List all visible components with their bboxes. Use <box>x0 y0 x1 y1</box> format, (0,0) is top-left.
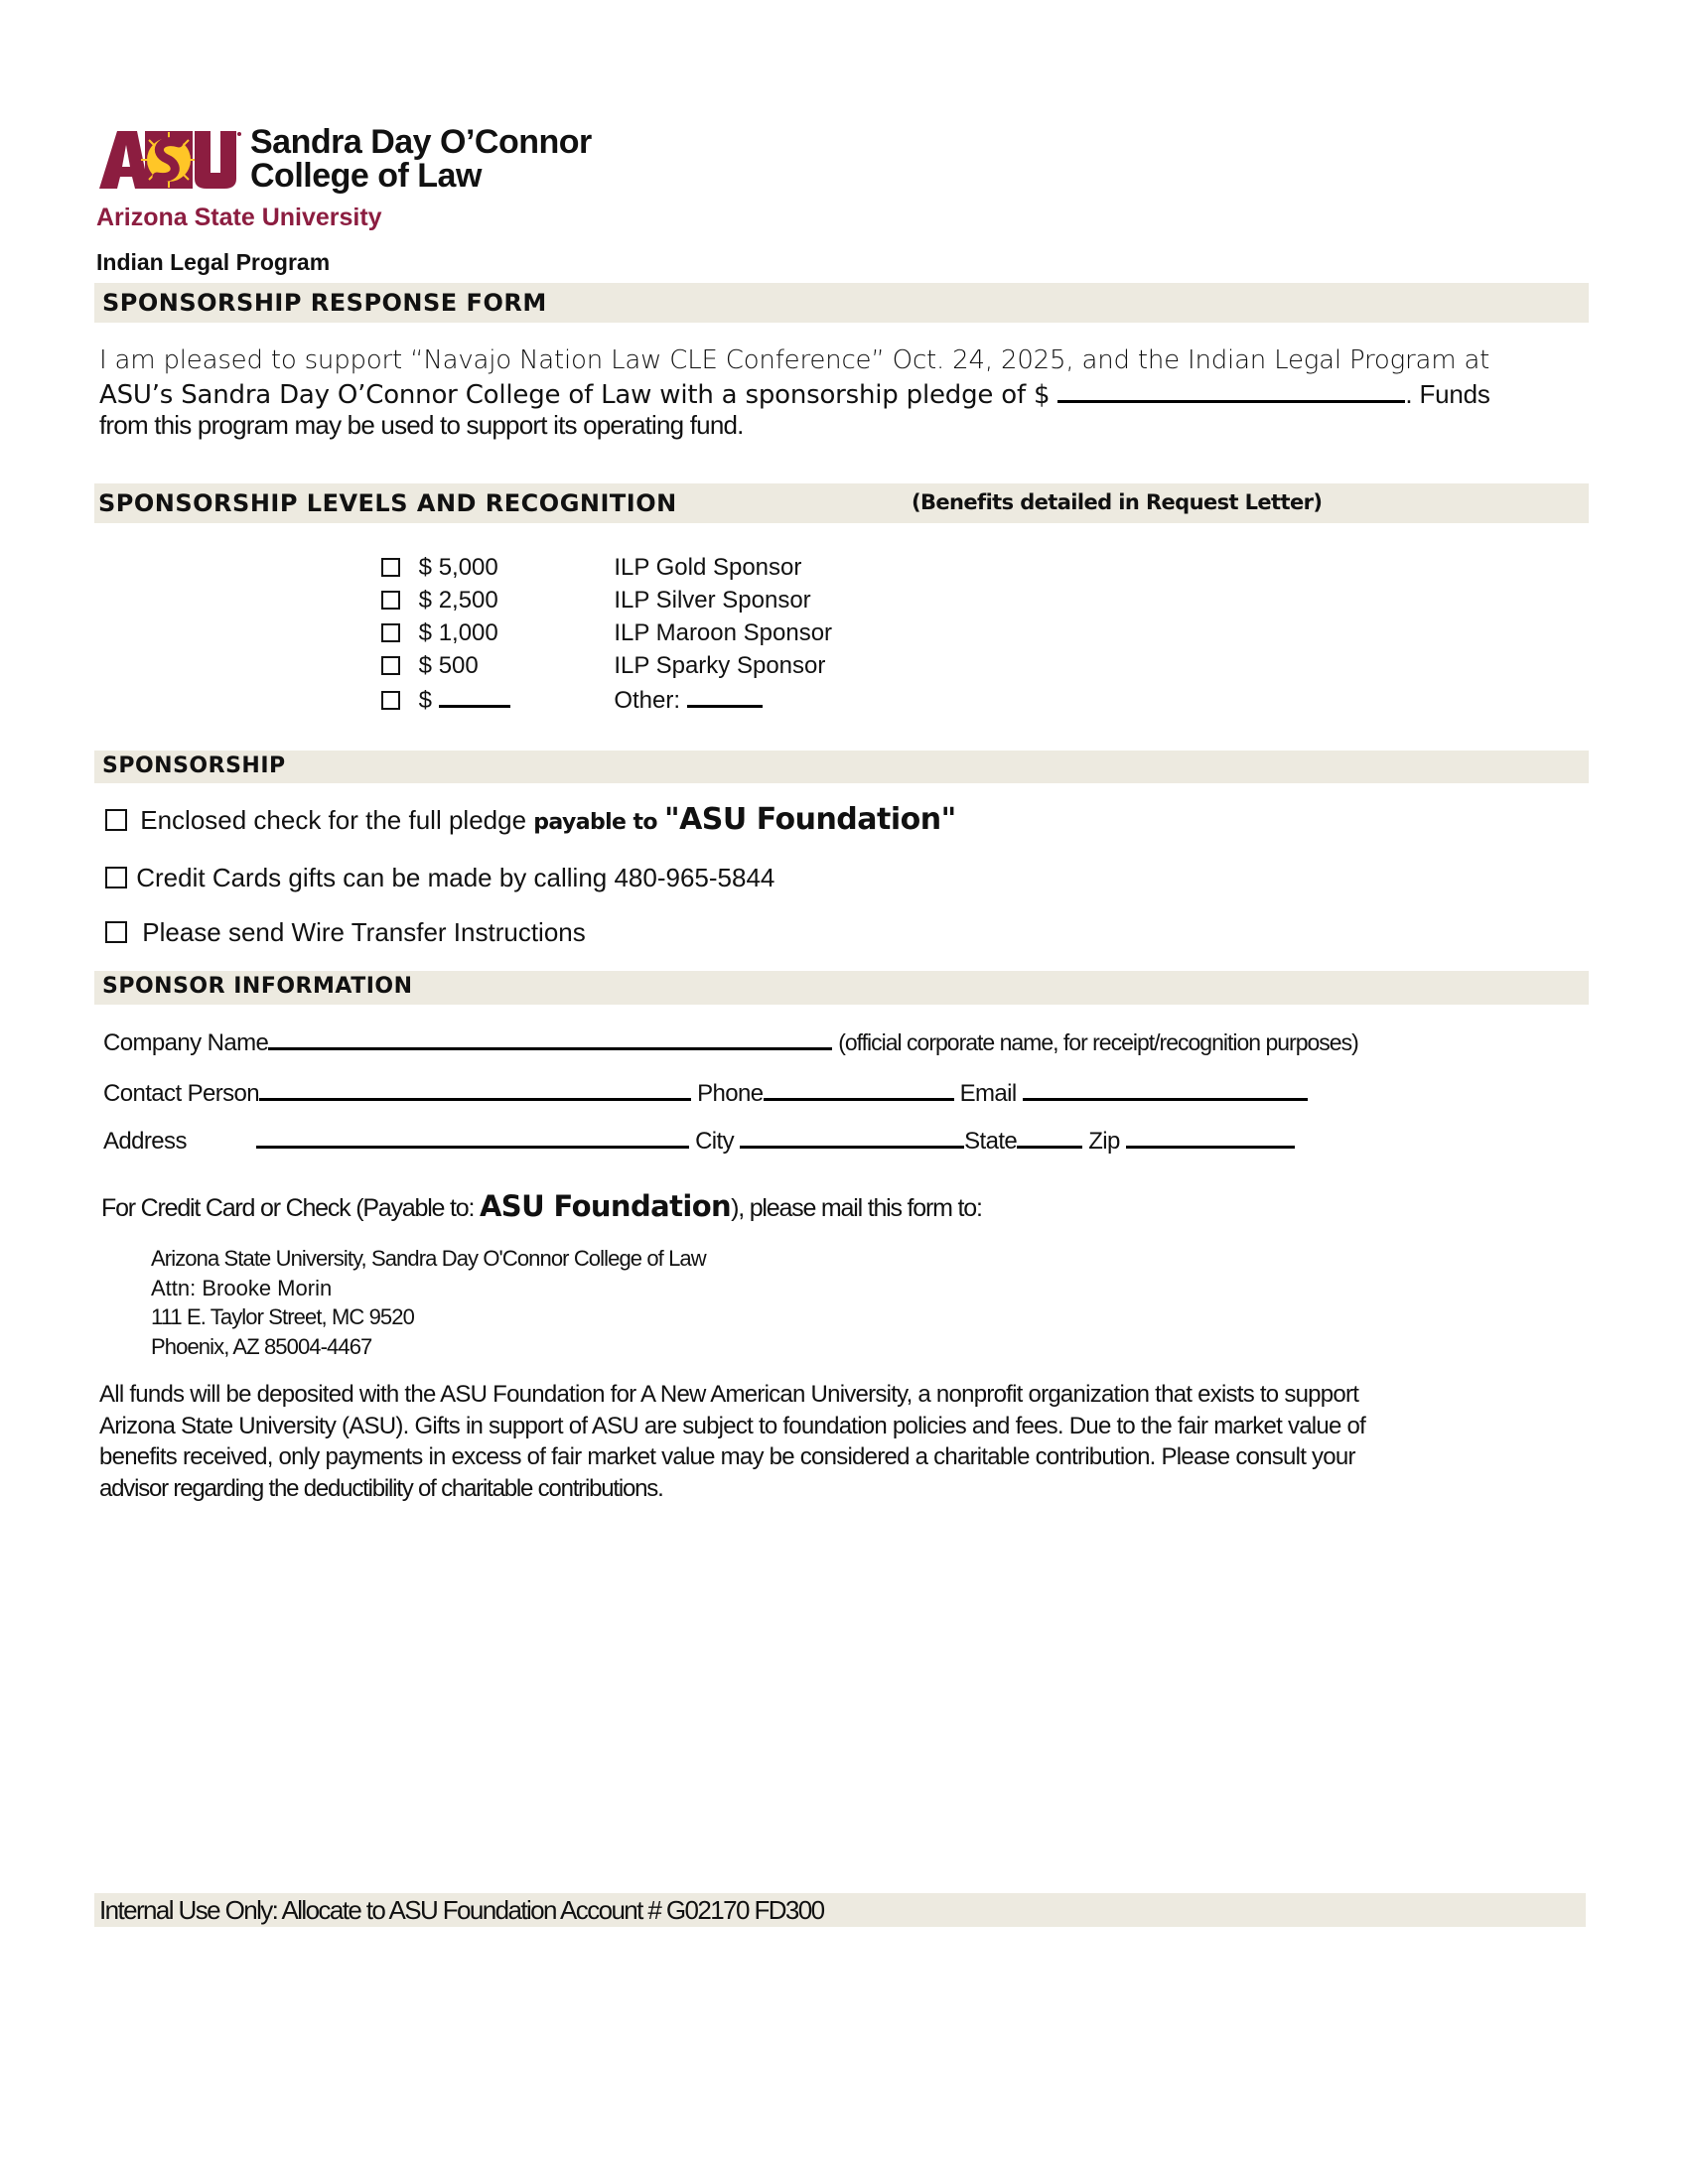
zip-field[interactable] <box>1126 1124 1295 1149</box>
contact-row <box>103 1076 1308 1108</box>
credit-option-text: Credit Cards gifts can be made by calling 480-965-5844 <box>136 863 775 892</box>
college-name-line1: Sandra Day O’Connor <box>250 123 592 161</box>
state-field[interactable] <box>1017 1124 1082 1149</box>
mailing-address-line: Attn: Brooke Morin <box>151 1275 333 1300</box>
mailing-address-line: Phoenix, AZ 85004-4467 <box>151 1333 372 1359</box>
intro-line-3: from this program may be used to support its operating fund. <box>99 410 744 440</box>
level-label: ILP Sparky Sponsor <box>614 652 826 679</box>
program-name: Indian Legal Program <box>96 249 331 275</box>
level-amount: $ 1,000 <box>418 619 498 646</box>
mailing-address-line: Arizona State University, Sandra Day O'Connor College of Law <box>151 1246 706 1271</box>
disclaimer-line: Arizona State University (ASU). Gifts in support of ASU are subject to foundation policies and fees. Due to the fair market value of <box>99 1412 1366 1439</box>
company-label: Company Name <box>103 1029 269 1056</box>
sponsor-info-heading: SPONSOR INFORMATION <box>102 974 413 999</box>
address-field[interactable] <box>256 1124 689 1149</box>
city-field[interactable] <box>740 1124 964 1149</box>
address-label: Address <box>103 1128 187 1155</box>
level-gold-checkbox[interactable] <box>381 558 400 577</box>
level-other-amount: $ <box>419 685 608 715</box>
level-amount: $ 2,500 <box>418 587 498 614</box>
payment-option-check <box>105 802 956 837</box>
check-option-bold: payable to <box>533 810 664 835</box>
city-label: City <box>695 1128 741 1155</box>
check-option-checkbox[interactable] <box>105 809 127 831</box>
intro-funds-text: . Funds <box>1405 379 1490 409</box>
level-row-sparky <box>381 652 825 680</box>
level-amount: $ 500 <box>418 652 479 679</box>
levels-heading: SPONSORSHIP LEVELS AND RECOGNITION <box>98 489 677 517</box>
company-note: (official corporate name, for receipt/recognition purposes) <box>838 1029 1358 1055</box>
check-option-text: Enclosed check for the full pledge <box>140 805 534 835</box>
sponsorship-bar <box>94 751 1589 783</box>
levels-note: (Benefits detailed in Request Letter) <box>912 490 1323 514</box>
level-other-checkbox[interactable] <box>381 691 400 710</box>
company-name-field[interactable] <box>268 1025 832 1050</box>
disclaimer <box>99 1379 1365 1504</box>
mailing-payee: ASU Foundation <box>479 1189 732 1223</box>
intro-line-1: I am pleased to support “Navajo Nation Law CLE Conference” Oct. 24, 2025, and the Indian Legal Program at <box>99 345 1490 375</box>
level-row-silver <box>381 587 811 614</box>
level-sparky-checkbox[interactable] <box>381 656 400 675</box>
phone-label: Phone <box>697 1080 764 1107</box>
level-row-gold <box>381 554 801 582</box>
level-label: ILP Silver Sponsor <box>614 587 811 614</box>
wire-option-checkbox[interactable] <box>105 921 127 943</box>
payment-option-credit <box>105 863 774 893</box>
payment-option-wire <box>105 917 586 948</box>
level-label: ILP Gold Sponsor <box>614 554 802 581</box>
level-silver-checkbox[interactable] <box>381 591 400 610</box>
state-label: State <box>964 1128 1018 1155</box>
disclaimer-line: advisor regarding the deductibility of charitable contributions. <box>99 1474 663 1502</box>
disclaimer-line: benefits received, only payments in excess of fair market value may be considered a charitable contribution. Please consult your <box>99 1443 1355 1470</box>
level-row-maroon <box>381 619 832 647</box>
intro-line-2-text: ASU’s Sandra Day O’Connor College of Law with a sponsorship pledge of $ <box>99 380 1058 410</box>
phone-field[interactable] <box>764 1076 954 1101</box>
university-name: Arizona State University <box>96 204 382 231</box>
other-description-field[interactable] <box>687 685 763 708</box>
company-row <box>103 1025 1358 1057</box>
wire-option-text: Please send Wire Transfer Instructions <box>142 917 586 947</box>
form-title: SPONSORSHIP RESPONSE FORM <box>102 289 547 317</box>
asu-foundation-payee: "ASU Foundation" <box>663 802 956 837</box>
credit-option-checkbox[interactable] <box>105 867 127 888</box>
disclaimer-line: All funds will be deposited with the ASU Foundation for A New American University, a nonprofit organization that exists to support <box>99 1381 1359 1408</box>
pledge-amount-field[interactable] <box>1057 378 1405 403</box>
mailing-address-line: 111 E. Taylor Street, MC 9520 <box>151 1304 414 1329</box>
mailing-address <box>151 1244 706 1361</box>
other-amount-field[interactable] <box>439 685 510 708</box>
level-row-other <box>381 685 763 715</box>
mailing-intro-prefix: For Credit Card or Check (Payable to: <box>101 1194 480 1222</box>
level-label: ILP Maroon Sponsor <box>614 619 833 646</box>
address-row <box>103 1124 1295 1156</box>
email-label: Email <box>959 1080 1023 1107</box>
level-maroon-checkbox[interactable] <box>381 623 400 642</box>
mailing-intro-suffix: ), please mail this form to: <box>731 1194 982 1222</box>
asu-sunburst-logo-icon <box>97 129 242 191</box>
contact-person-field[interactable] <box>259 1076 691 1101</box>
intro-line-2 <box>99 378 1490 410</box>
asu-logo <box>97 129 242 191</box>
internal-use-text: Internal Use Only: Allocate to ASU Foundation Account # G02170 FD300 <box>99 1895 824 1925</box>
college-name-line2: College of Law <box>250 157 482 195</box>
level-amount: $ 5,000 <box>418 554 498 581</box>
email-field[interactable] <box>1023 1076 1308 1101</box>
contact-label: Contact Person <box>103 1080 260 1107</box>
zip-label: Zip <box>1088 1128 1126 1155</box>
level-other-label: Other: <box>614 687 687 714</box>
mailing-intro <box>101 1189 982 1223</box>
sponsorship-heading: SPONSORSHIP <box>102 753 286 778</box>
